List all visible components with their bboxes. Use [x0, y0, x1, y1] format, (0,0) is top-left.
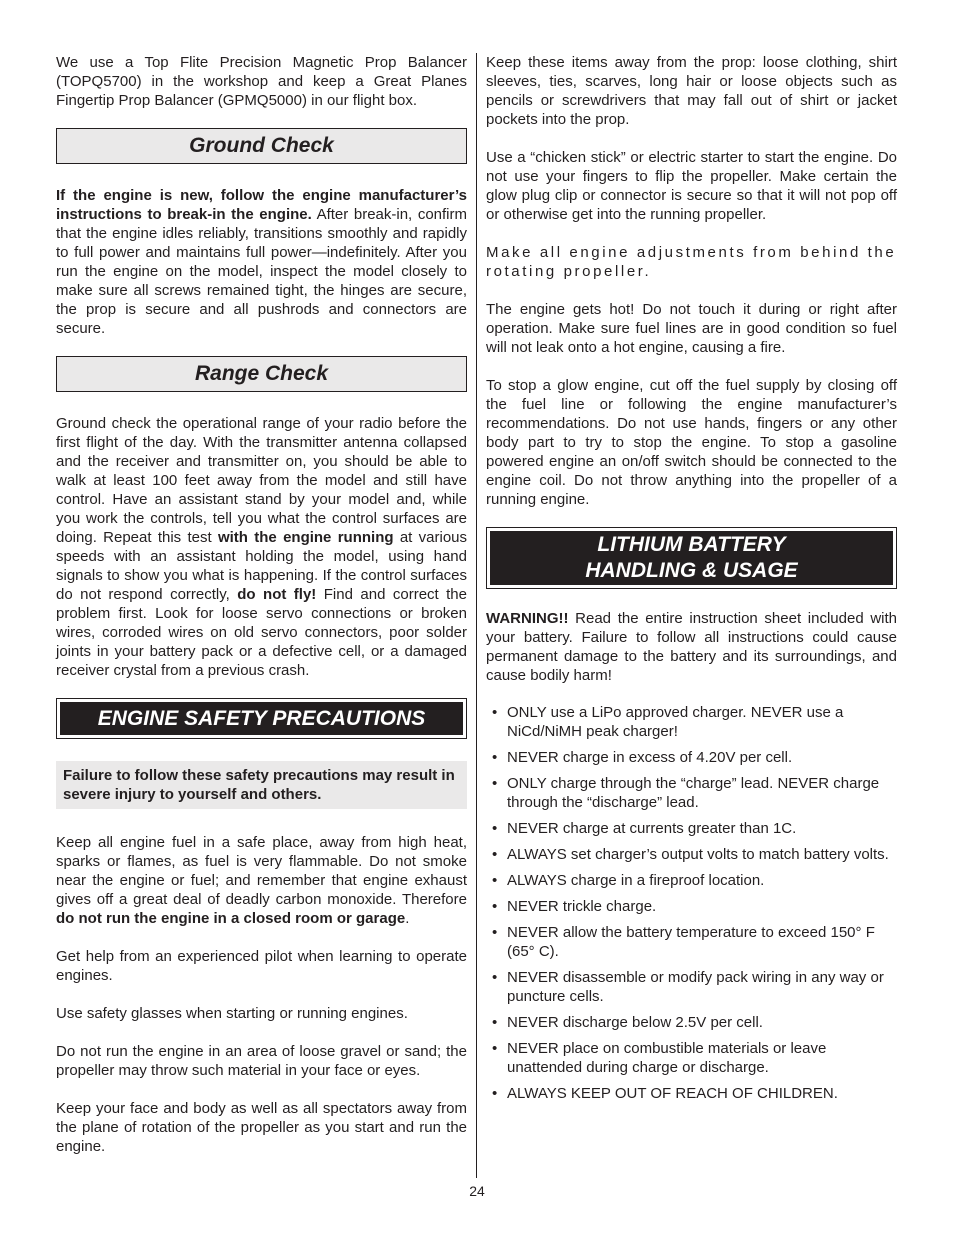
engine-hot-paragraph: The engine gets hot! Do not touch it during or right after operation. Make sure fuel lines are in good condition so fuel will not leak onto a hot engine, causing a fire.	[486, 301, 897, 356]
lithium-warning-text: Read the entire instruction sheet included with your battery. Failure to follow all instructions could cause permanent damage to the battery and its surroundings, and cause bodily harm!	[486, 610, 897, 684]
lithium-warning-bold: WARNING!!	[486, 610, 569, 627]
range-check-text-2: at various speeds with an assistant holding the model, using hand signals to show you what is happening. If the control surfaces do not respond correctly,	[56, 529, 467, 603]
safety-glasses-paragraph: Use safety glasses when starting or running engines.	[56, 1005, 408, 1022]
ground-check-paragraph	[56, 186, 467, 338]
chicken-stick-paragraph: Use a “chicken stick” or electric starter to start the engine. Do not use your fingers to flip the propeller. Make certain the glow plug clip or connector is secure so that it will not pop off or otherwise get into the running propeller.	[486, 149, 897, 223]
loose-items-paragraph: Keep these items away from the prop: loose clothing, shirt sleeves, ties, scarves, long hair or loose objects such as pencils or screwdrivers that may fall out of shirt or jacket pockets into the prop.	[486, 54, 897, 128]
column-divider	[476, 53, 477, 1178]
engine-safety-warning: Failure to follow these safety precautions may result in severe injury to yourself and others.	[56, 761, 467, 809]
lithium-heading-line-1: LITHIUM BATTERY	[597, 533, 786, 556]
ground-check-heading: Ground Check	[56, 128, 467, 164]
range-check-heading: Range Check	[56, 356, 467, 392]
stop-engine-paragraph: To stop a glow engine, cut off the fuel supply by closing off the fuel line or following the engine manufacturer’s recommendations. Do not use hands, fingers or any other body part to try to stop the engine. To stop a gasoline powered engine an on/off switch should be connected to the engine coil. Do not throw anything into the propeller of a running engine.	[486, 377, 897, 508]
ground-check-text: After break-in, confirm that the engine idles reliably, transitions smoothly and rapidly to full power and maintains full power—indefinitely. After you run the engine on the model, inspect the model closely to make sure all screws remained tight, the hinges are secure, the prop is secure and all pushrods and connectors are secure.	[56, 206, 468, 337]
list-item: • NEVER charge at currents greater than 1C.	[486, 819, 897, 838]
lithium-bullet-list	[486, 703, 897, 1103]
list-item: • NEVER place on combustible materials or leave unattended during charge or discharge.	[486, 1039, 897, 1077]
right-column	[486, 53, 897, 1110]
list-item: • ONLY use a LiPo approved charger. NEVER use a NiCd/NiMH peak charger!	[486, 703, 897, 741]
list-item: • ALWAYS set charger’s output volts to match battery volts.	[486, 845, 897, 864]
lithium-warning-paragraph	[486, 609, 897, 685]
list-item: • NEVER allow the battery temperature to exceed 150° F (65° C).	[486, 923, 897, 961]
ground-check-bold: If the engine is new, follow the engine manufacturer’s instructions to break-in the engine.	[56, 187, 467, 223]
range-check-paragraph	[56, 414, 467, 680]
adjustments-paragraph: Make all engine adjustments from behind the rotating propeller.	[486, 244, 897, 280]
list-item: • ALWAYS KEEP OUT OF REACH OF CHILDREN.	[486, 1084, 897, 1103]
lithium-heading-line-2: HANDLING & USAGE	[585, 559, 798, 582]
list-item: • ALWAYS charge in a fireproof location.	[486, 871, 897, 890]
list-item: • ONLY charge through the “charge” lead. NEVER charge through the “discharge” lead.	[486, 774, 897, 812]
list-item: • NEVER charge in excess of 4.20V per cell.	[486, 748, 897, 767]
list-item: • NEVER discharge below 2.5V per cell.	[486, 1013, 897, 1032]
engine-safety-heading-box	[56, 698, 467, 739]
range-check-bold-2: do not fly!	[237, 586, 317, 603]
spectators-paragraph: Keep your face and body as well as all spectators away from the plane of rotation of the propeller as you start and run the engine.	[56, 1100, 467, 1155]
engine-safety-heading: ENGINE SAFETY PRECAUTIONS	[60, 702, 463, 735]
lithium-heading-box	[486, 527, 897, 589]
engine-fuel-bold: do not run the engine in a closed room or garage	[56, 910, 406, 927]
loose-gravel-paragraph: Do not run the engine in an area of loose gravel or sand; the propeller may throw such material in your face or eyes.	[56, 1043, 467, 1079]
list-item: • NEVER disassemble or modify pack wiring in any way or puncture cells.	[486, 968, 897, 1006]
prop-balancer-paragraph: We use a Top Flite Precision Magnetic Prop Balancer (TOPQ5700) in the workshop and keep a Great Planes Fingertip Prop Balancer (GPMQ5000) in our flight box.	[56, 54, 467, 109]
engine-fuel-paragraph	[56, 833, 467, 928]
list-item: • NEVER trickle charge.	[486, 897, 897, 916]
range-check-bold-1: with the engine running	[217, 529, 394, 546]
range-check-text-1: Ground check the operational range of your radio before the first flight of the day. With the transmitter antenna collapsed and the receiver and transmitter on, you should be able to walk at least 100 feet away from the model and still have control. Have an assistant stand by your model and, while you work the controls, tell you what the control surfaces are doing. Repeat this test	[56, 415, 467, 546]
engine-fuel-end: .	[405, 910, 410, 927]
page-number: 24	[469, 1183, 485, 1199]
engine-fuel-text: Keep all engine fuel in a safe place, away from high heat, sparks or flames, as fuel is very flammable. Do not smoke near the engine or fuel; and remember that engine exhaust gives off a great deal of deadly carbon monoxide. Therefore	[56, 834, 467, 908]
lithium-heading	[490, 531, 893, 585]
experienced-pilot-paragraph: Get help from an experienced pilot when learning to operate engines.	[56, 948, 467, 984]
left-column	[56, 53, 467, 1156]
range-check-text-3: Find and correct the problem first. Look for loose servo connections or broken wires, corroded wires on old servo connectors, poor solder joints in your battery pack or a defective cell, or a damaged receiver crystal from a previous crash.	[56, 586, 467, 679]
